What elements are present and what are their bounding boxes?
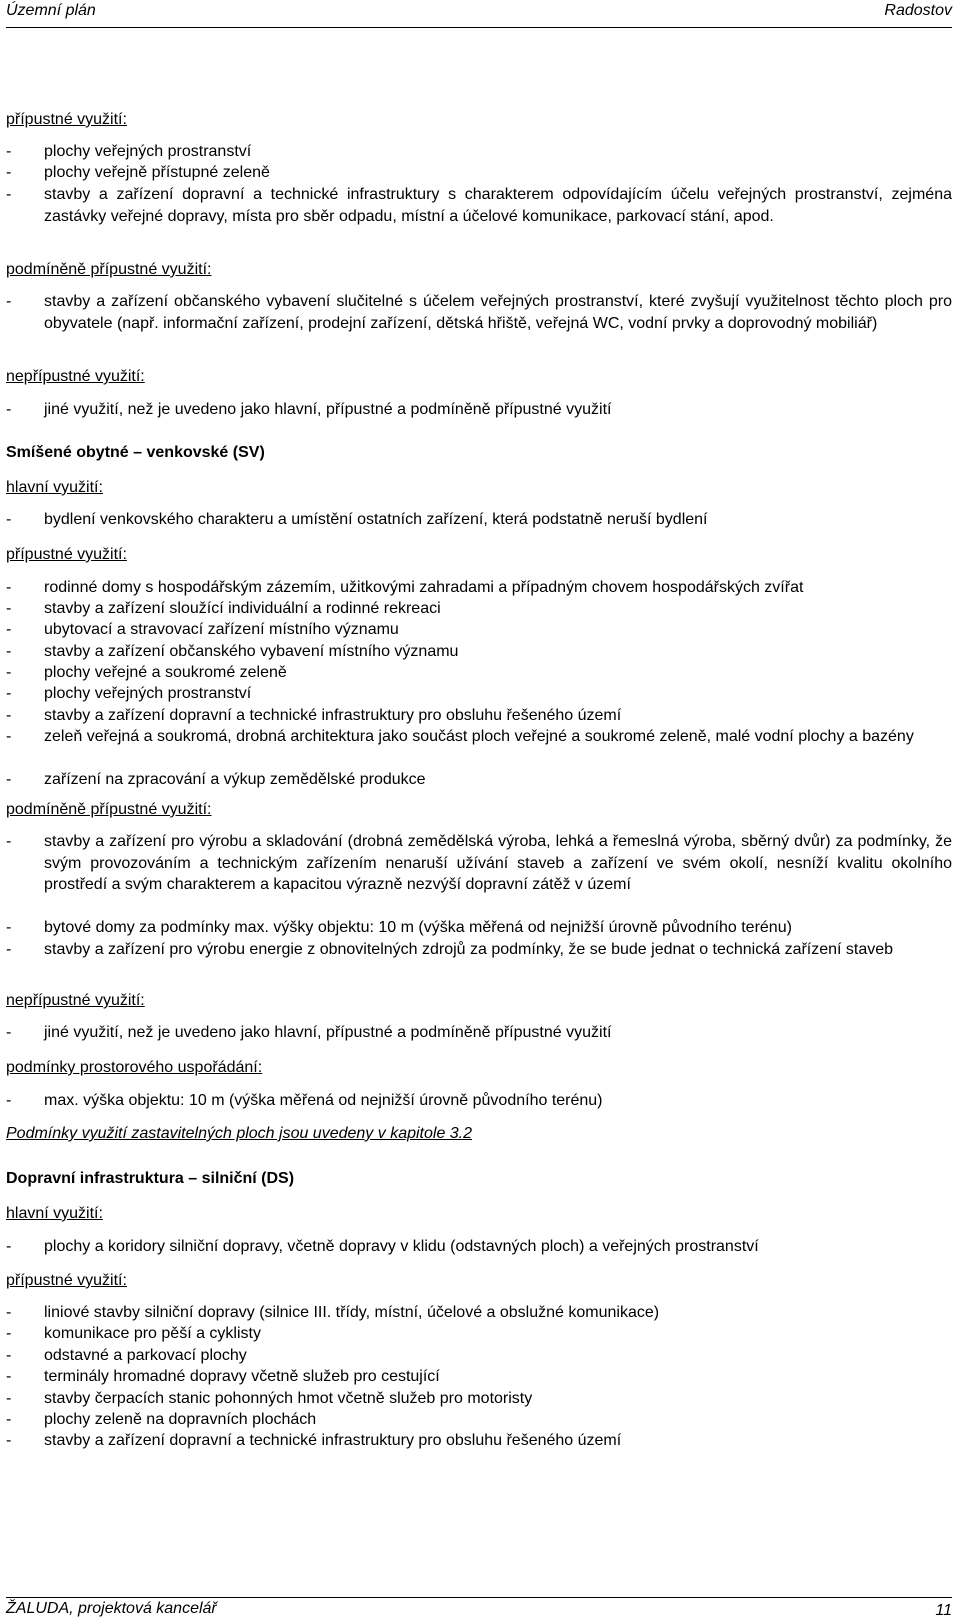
list-item: - stavby a zařízení občanského vybavení místního významu <box>6 643 459 660</box>
list-item: - stavby a zařízení dopravní a technické infrastruktury pro obsluhu řešeného území <box>6 1432 622 1449</box>
list-item: - stavby a zařízení pro výrobu a skladování (drobná zemědělská výroba, lehká a řemeslná výroba, sběrný dvůr) za podmínky, že svým provozováním a technickým zařízením nenaruší užívání staveb a zařízení ve svém okolí, nesníží kvalitu okolního prostředí a svým charakterem a kapacitou výrazně nezvýší dopravní zátěž v území <box>6 833 952 893</box>
list-item: - plochy a koridory silniční dopravy, včetně dopravy v klidu (odstavných ploch) a veřejných prostranství <box>6 1238 759 1255</box>
label-hlavni-vyuziti: hlavní využití: <box>6 479 103 496</box>
list-item: - terminály hromadné dopravy včetně služeb pro cestující <box>6 1368 440 1385</box>
list-item: - odstavné a parkovací plochy <box>6 1347 247 1364</box>
list-item: - zeleň veřejná a soukromá, drobná architektura jako součást ploch veřejné a soukromé zeleně, malé vodní plochy a bazény <box>6 728 914 745</box>
list-item: - stavby a zařízení dopravní a technické infrastruktury s charakterem odpovídajícím účelu veřejných prostranství, zejména zastávky veřejné dopravy, místa pro sběr odpadu, místní a účelové komunikace, parkovací stání, apod. <box>6 186 952 225</box>
label-podminene-pripustne-vyuziti: podmíněně přípustné využití: <box>6 801 212 818</box>
list-item: - ubytovací a stravovací zařízení místního významu <box>6 621 399 638</box>
label-podminky-prostoroveho-usporadani: podmínky prostorového uspořádání: <box>6 1059 263 1076</box>
section-heading-ds: Dopravní infrastruktura – silniční (DS) <box>6 1170 295 1187</box>
label-pripustne-vyuziti: přípustné využití: <box>6 546 127 563</box>
list-item: - jiné využití, než je uvedeno jako hlavní, přípustné a podmíněně přípustné využití <box>6 1024 612 1041</box>
label-hlavni-vyuziti: hlavní využití: <box>6 1205 103 1222</box>
list-item: - bytové domy za podmínky max. výšky objektu: 10 m (výška měřená od nejnižší úrovně původního terénu) <box>6 919 792 936</box>
page-header <box>6 1 952 28</box>
note-zastavitelne-plochy: Podmínky využití zastavitelných ploch jsou uvedeny v kapitole 3.2 <box>6 1125 473 1142</box>
list-item: - rodinné domy s hospodářským zázemím, užitkovými zahradami a případným chovem hospodářských zvířat <box>6 579 804 596</box>
list-item: - komunikace pro pěší a cyklisty <box>6 1325 261 1342</box>
list-item: - stavby a zařízení občanského vybavení slučitelné s účelem veřejných prostranství, které zvyšují využitelnost těchto ploch pro obyvatele (např. informační zařízení, prodejní zařízení, dětská hřiště, veřejná WC, vodní prvky a doprovodný mobiliář) <box>6 293 952 332</box>
list-item: - plochy veřejné a soukromé zeleně <box>6 664 287 681</box>
list-item: - stavby čerpacích stanic pohonných hmot včetně služeb pro motoristy <box>6 1390 533 1407</box>
label-pripustne-vyuziti: přípustné využití: <box>6 1272 127 1289</box>
section-heading-sv: Smíšené obytné – venkovské (SV) <box>6 444 265 461</box>
label-podminene-pripustne-vyuziti: podmíněně přípustné využití: <box>6 261 212 278</box>
list-item: - stavby a zařízení sloužící individuální a rodinné rekreaci <box>6 600 441 617</box>
page-footer <box>6 1597 952 1622</box>
list-item: - max. výška objektu: 10 m (výška měřená od nejnižší úrovně původního terénu) <box>6 1092 603 1109</box>
list-item: - stavby a zařízení pro výrobu energie z obnovitelných zdrojů za podmínky, že se bude jednat o technická zařízení staveb <box>6 941 894 958</box>
label-nepripustne-vyuziti: nepřípustné využití: <box>6 992 145 1009</box>
list-item: - plochy veřejných prostranství <box>6 143 252 160</box>
list-item: - bydlení venkovského charakteru a umístění ostatních zařízení, která podstatně neruší bydlení <box>6 511 708 528</box>
list-item: - plochy veřejně přístupné zeleně <box>6 164 270 181</box>
label-pripustne-vyuziti: přípustné využití: <box>6 111 127 128</box>
list-item: - stavby a zařízení dopravní a technické infrastruktury pro obsluhu řešeného území <box>6 707 622 724</box>
list-item: - jiné využití, než je uvedeno jako hlavní, přípustné a podmíněně přípustné využití <box>6 401 612 418</box>
list-item: - zařízení na zpracování a výkup zemědělské produkce <box>6 771 426 788</box>
list-item: - plochy zeleně na dopravních plochách <box>6 1411 317 1428</box>
label-nepripustne-vyuziti: nepřípustné využití: <box>6 368 145 385</box>
list-item: - liniové stavby silniční dopravy (silnice III. třídy, místní, účelové a obslužné komunikace) <box>6 1304 660 1321</box>
footer-company: ŽALUDA, projektová kancelář <box>6 1600 217 1617</box>
page-number: 11 <box>935 1602 952 1619</box>
header-municipality: Radostov <box>884 2 952 19</box>
list-item: - plochy veřejných prostranství <box>6 685 252 702</box>
header-document-title: Územní plán <box>6 2 96 19</box>
